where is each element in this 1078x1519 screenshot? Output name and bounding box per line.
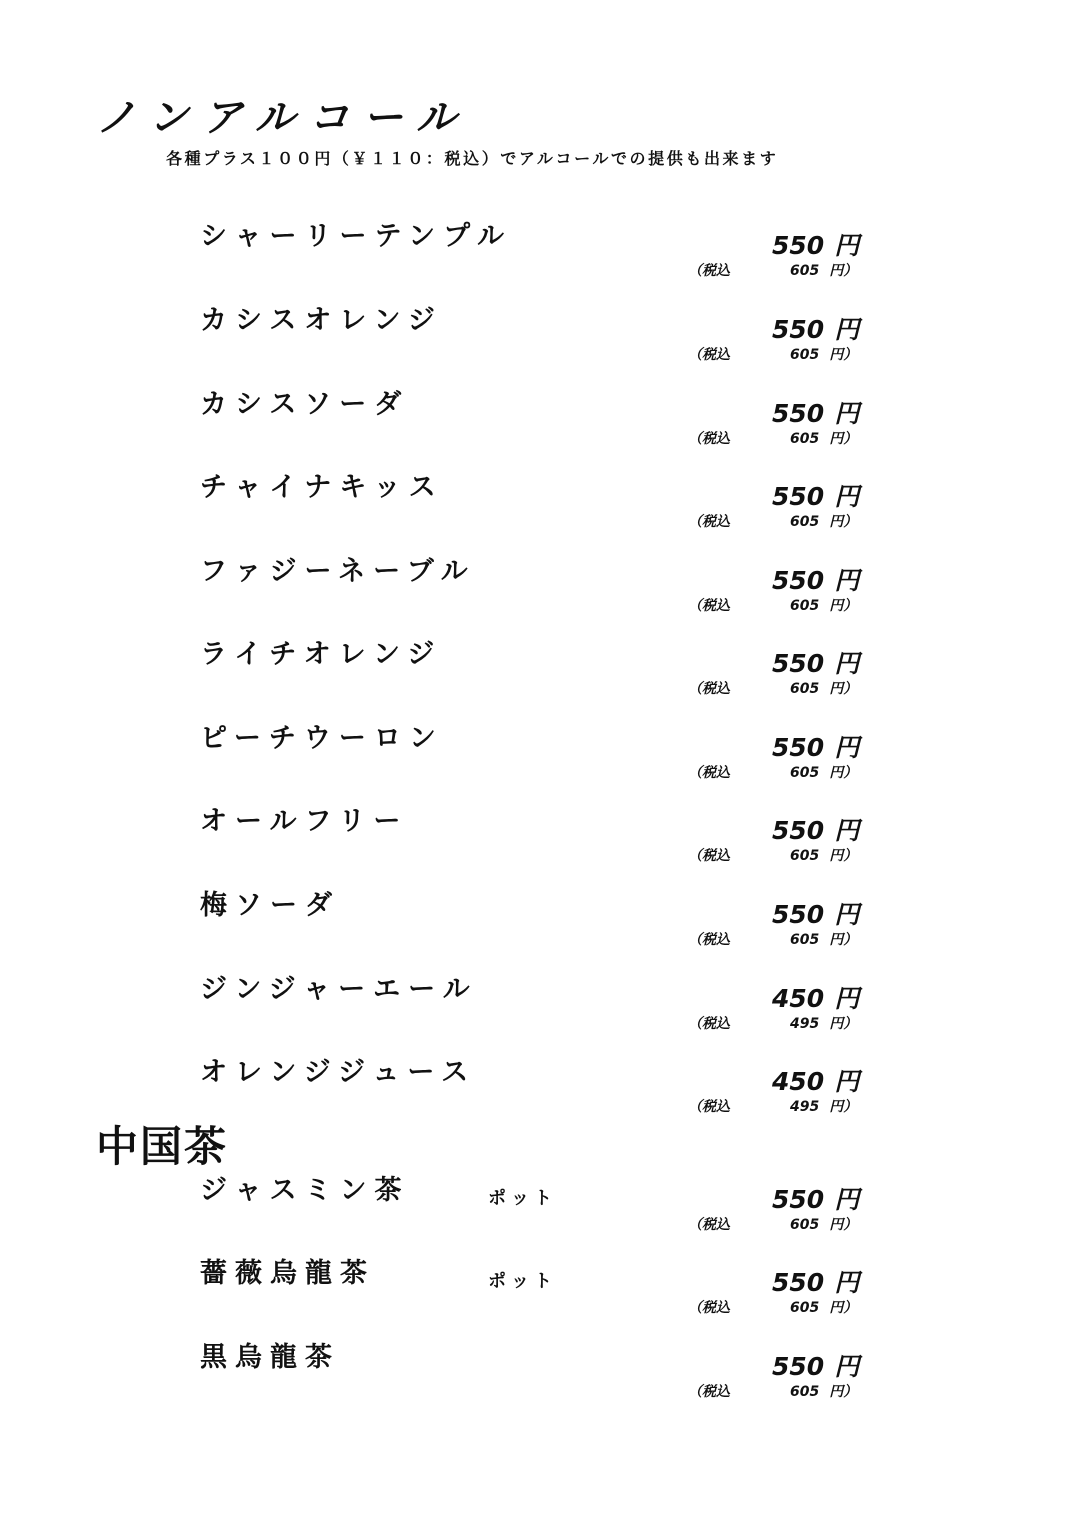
item-tax-price: （税込 605 円） (688, 598, 858, 614)
menu-item (0, 306, 1078, 386)
item-price: 450 円 (772, 1067, 860, 1096)
item-price: 550 円 (772, 315, 860, 344)
item-price: 550 円 (772, 816, 860, 845)
menu-item (0, 473, 1078, 553)
item-name: チャイナキッス (200, 472, 444, 503)
menu-item (0, 222, 1078, 302)
item-tax-price: （税込 605 円） (688, 848, 858, 864)
item-serving: ポット (488, 1188, 557, 1209)
item-tax-price: （税込 605 円） (688, 681, 858, 697)
item-price: 550 円 (772, 482, 860, 511)
item-tax-price: （税込 605 円） (688, 431, 858, 447)
item-name: 薔薇烏龍茶 (200, 1258, 375, 1289)
menu-item (0, 390, 1078, 470)
menu-item (0, 891, 1078, 971)
item-name: オールフリー (200, 806, 409, 837)
menu-item (0, 557, 1078, 637)
item-price: 550 円 (772, 231, 860, 260)
item-tax-price: （税込 495 円） (688, 1016, 858, 1032)
item-name: カシスオレンジ (200, 305, 443, 336)
menu-item (0, 640, 1078, 720)
menu-item (0, 975, 1078, 1055)
item-tax-price: （税込 605 円） (688, 1300, 858, 1316)
menu-item (0, 1176, 1078, 1256)
item-name: ライチオレンジ (200, 639, 443, 670)
menu-item (0, 807, 1078, 887)
item-serving: ポット (488, 1271, 557, 1292)
item-price: 450 円 (772, 984, 860, 1013)
item-price: 550 円 (772, 1185, 860, 1214)
item-price: 550 円 (772, 733, 860, 762)
item-price: 550 円 (772, 1352, 860, 1381)
section-title-non-alcohol: ノンアルコール (96, 95, 470, 141)
item-name: ジンジャーエール (200, 974, 478, 1005)
item-tax-price: （税込 605 円） (688, 347, 858, 363)
section-title-chinese-tea: 中国茶 (96, 1122, 229, 1171)
item-tax-price: （税込 605 円） (688, 1384, 858, 1400)
item-name: ファジーネーブル (200, 556, 476, 587)
item-name: 梅ソーダ (200, 890, 340, 921)
menu-item (0, 1343, 1078, 1423)
item-name: ジャスミン茶 (200, 1175, 410, 1206)
item-name: シャーリーテンプル (200, 221, 513, 252)
item-price: 550 円 (772, 900, 860, 929)
item-price: 550 円 (772, 649, 860, 678)
item-price: 550 円 (772, 399, 860, 428)
item-tax-price: （税込 605 円） (688, 263, 858, 279)
item-name: オレンジジュース (200, 1057, 477, 1088)
item-name: カシスソーダ (200, 389, 410, 420)
menu-item (0, 1259, 1078, 1339)
item-tax-price: （税込 495 円） (688, 1099, 858, 1115)
item-tax-price: （税込 605 円） (688, 514, 858, 530)
alcohol-option-note: 各種プラス１００円（￥１１０：税込）でアルコールでの提供も出来ます (166, 149, 779, 168)
menu-item (0, 724, 1078, 804)
item-tax-price: （税込 605 円） (688, 1217, 858, 1233)
item-name: 黒烏龍茶 (200, 1342, 340, 1373)
item-price: 550 円 (772, 1268, 860, 1297)
item-tax-price: （税込 605 円） (688, 932, 858, 948)
item-tax-price: （税込 605 円） (688, 765, 858, 781)
item-name: ピーチウーロン (200, 723, 444, 754)
item-price: 550 円 (772, 566, 860, 595)
